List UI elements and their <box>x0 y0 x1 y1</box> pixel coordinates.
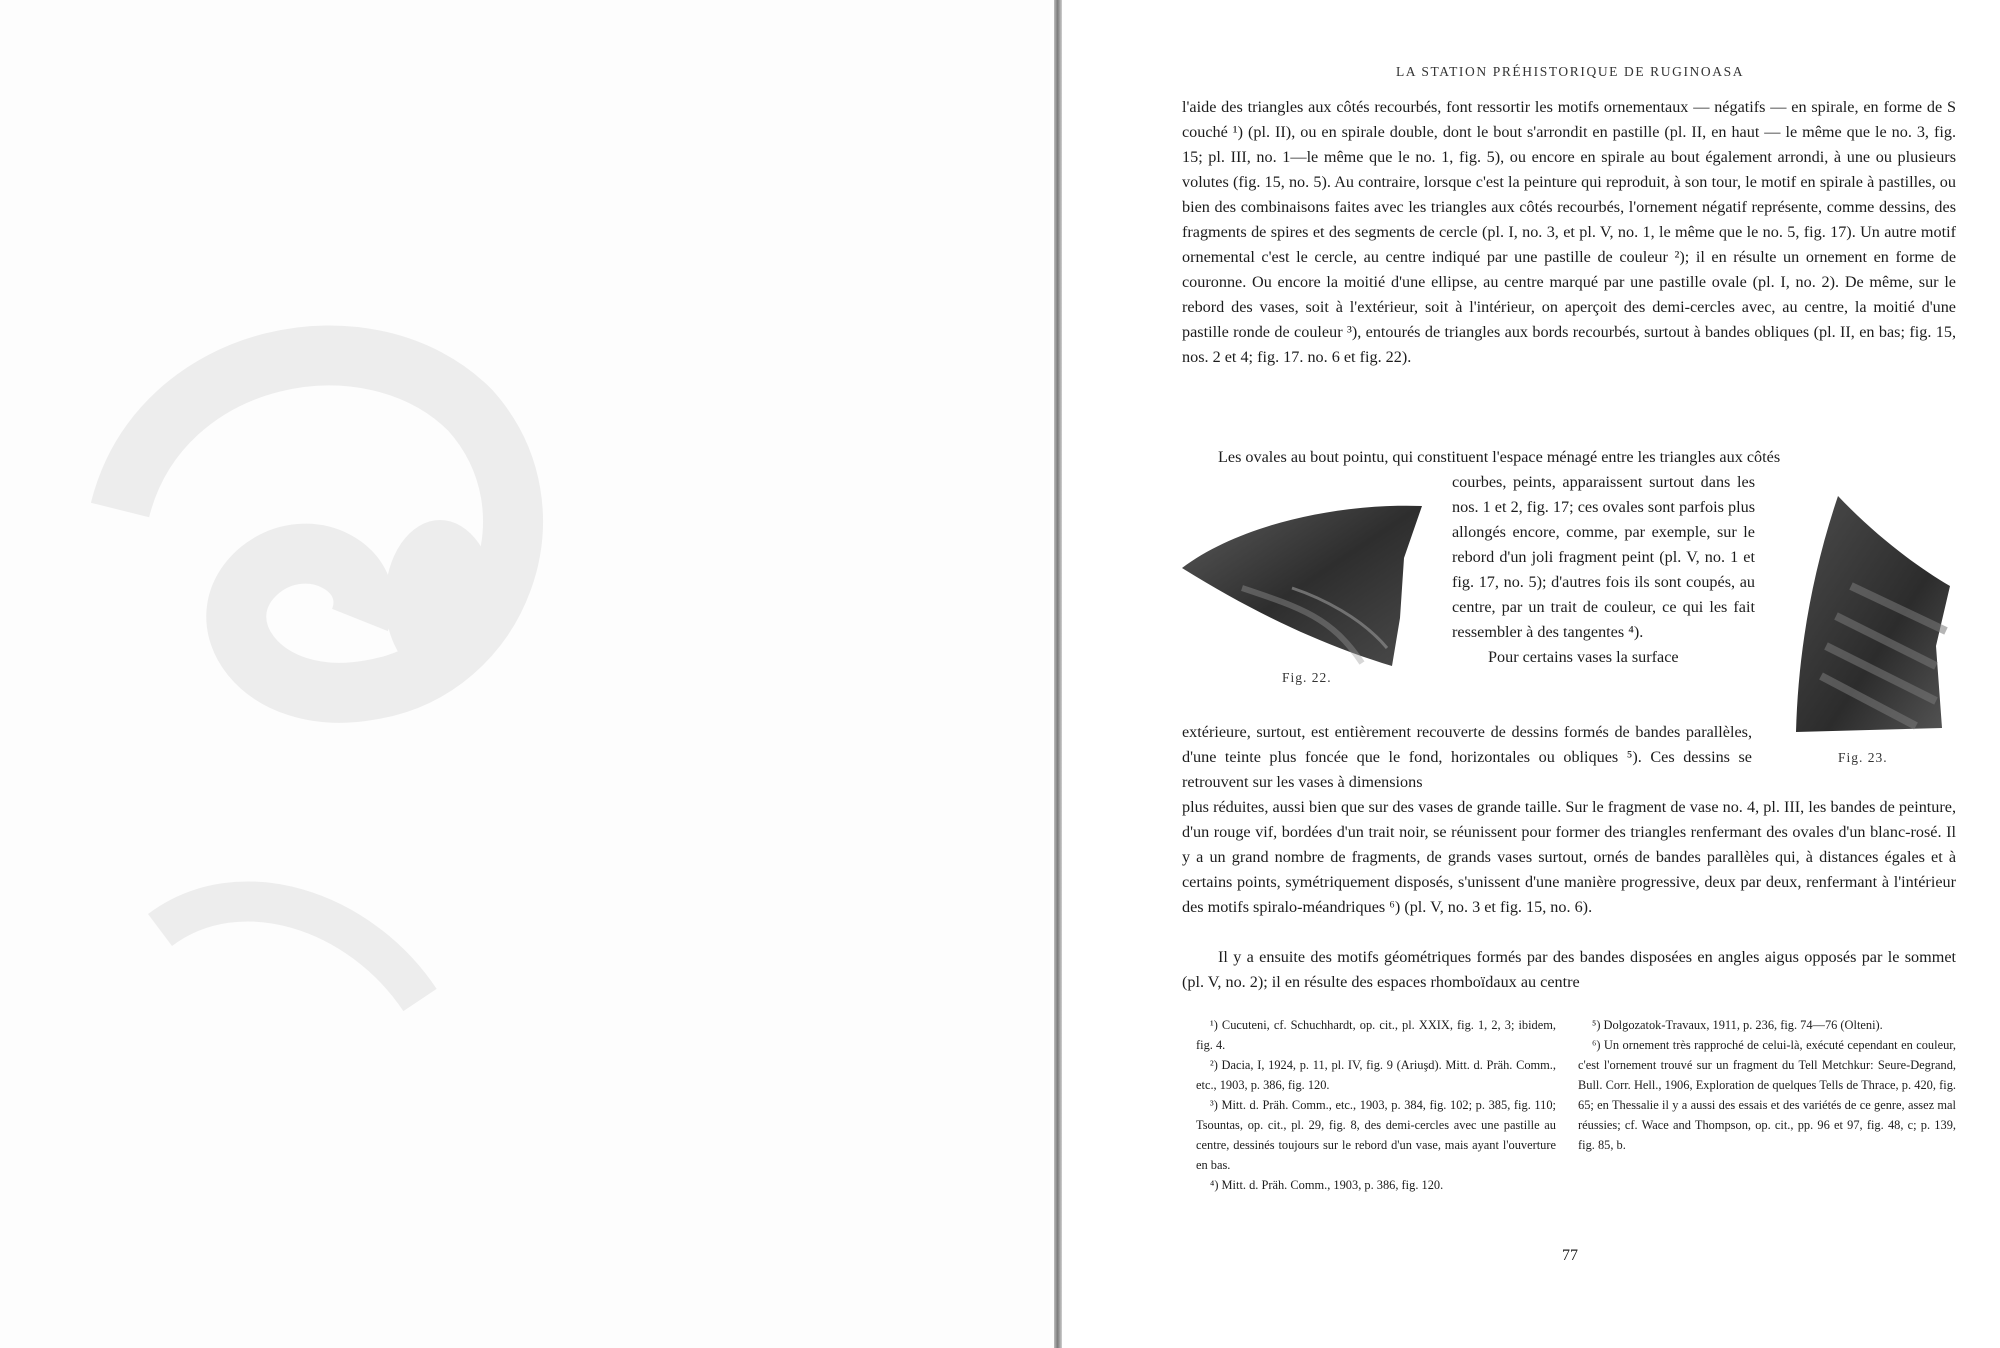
figure-23-caption: Fig. 23. <box>1838 750 1888 765</box>
running-head: LA STATION PRÉHISTORIQUE DE RUGINOASA <box>1395 64 1745 79</box>
book-gutter <box>1054 0 1062 1348</box>
footnote-1: ¹) Cucuteni, cf. Schuchhardt, op. cit., pl. XXIX, fig. 1, 2, 3; ibidem, fig. 4. <box>1196 1018 1556 1052</box>
footnote-6: ⁶) Un ornement très rapproché de celui-là, exécuté cependant en couleur, c'est l'ornement trouvé sur un fragment du Tell Metchkur: Seure-Degrand, Bull. Corr. Hell., 1906, Exploration de quelques Tells de Thrace, p. 420, fig. 65; en Thessalie il y a aussi des essais et des variétés de ce genre, assez mal réussies; cf. Wace and Thompson, op. cit., pp. 96 et 97, fig. 48, c; p. 139, fig. 85, b. <box>1578 1038 1956 1152</box>
show-through-ornament <box>40 150 640 1050</box>
figure-23-sherd <box>1796 496 1950 736</box>
paragraph-2-column <box>1452 470 1755 670</box>
paragraph-1: l'aide des triangles aux côtés recourbés, font ressortir les motifs ornementaux — négatifs — en spirale, en forme de S couché ¹) (pl. II), ou en spirale double, dont le bout s'arrondit en pastille (pl. II, en haut — le même que le no. 3, fig. 15; pl. III, no. 1—le même que le no. 1, fig. 5), ou encore en spirale au bout également arrondi, à une ou plusieurs volutes (fig. 15, no. 5). Au contraire, lorsque c'est la peinture qui reproduit, à son tour, le motif en spirale à pastilles, ou bien des combinaisons faites avec les triangles aux côtés recourbés, l'ornement négatif représente, comme dessins, des fragments de spires et des segments de cercle (pl. I, no. 3, et pl. V, no. 1, le même que le no. 5, fig. 17). Un autre motif ornemental c'est le cercle, au centre indiqué par une pastille de couleur ²); il en résulte un ornement en forme de couronne. Ou encore la moitié d'une ellipse, au centre marqué par une pastille ovale (pl. I, no. 2). De même, sur le rebord des vases, soit à l'extérieur, soit à l'intérieur, on aperçoit des demi-cercles avec, au centre, la moitié d'une pastille ronde de couleur ³), entourés de triangles aux bords recourbés, surtout à bandes obliques (pl. II, en bas; fig. 15, nos. 2 et 4; fig. 17. no. 6 et fig. 22). <box>1182 98 1956 366</box>
paragraph-2-start: Les ovales au bout pointu, qui constituent l'espace ménagé entre les triangles aux côtés <box>1218 448 1781 466</box>
footnote-4: ⁴) Mitt. d. Präh. Comm., 1903, p. 386, fig. 120. <box>1210 1178 1444 1192</box>
footnote-3: ³) Mitt. d. Präh. Comm., etc., 1903, p. 384, fig. 102; p. 385, fig. 110; Tsountas, op. cit., pl. 29, fig. 8, des demi-cercles avec une pastille au centre, dessinés toujours sur le rebord d'un vase, mais ayant l'ouverture en bas. <box>1196 1098 1556 1172</box>
paragraph-3-body: extérieure, surtout, est entièrement recouverte de dessins formés de bandes parallèles, d'une teinte plus foncée que le fond, horizontales ou obliques ⁵). Ces dessins se retrouvent sur les vases à dimensions <box>1182 723 1752 791</box>
column-text: courbes, peints, apparaissent surtout dans les nos. 1 et 2, fig. 17; ces ovales sont parfois plus allongés encore, comme, par exemple, sur le rebord d'un joli fragment peint (pl. V, no. 1 et fig. 17, no. 5); d'autres fois ils sont coupés, au centre, par un trait de couleur, ce qui les fait ressembler à des tangentes ⁴). <box>1452 473 1755 641</box>
paragraph-3-start: Pour certains vases la surface <box>1488 648 1679 666</box>
paragraph-3-continued: plus réduites, aussi bien que sur des vases de grande taille. Sur le fragment de vase no. 4, pl. III, les bandes de peinture, d'un rouge vif, bordées d'un trait noir, se réunissent pour former des triangles renfermant des ovales d'un blanc-rosé. Il y a un grand nombre de fragments, de grands vases surtout, ornés de bandes parallèles qui, à distances égales et à certains points, symétriquement disposés, s'unissent d'une manière progressive, deux par deux, renfermant à l'intérieur des motifs spiralo-méandriques ⁶) (pl. V, no. 3 et fig. 15, no. 6). <box>1182 798 1956 916</box>
figure-22-caption: Fig. 22. <box>1282 670 1332 685</box>
figure-22-sherd <box>1182 498 1422 668</box>
footnote-5: ⁵) Dolgozatok-Travaux, 1911, p. 236, fig. 74—76 (Olteni). <box>1592 1018 1883 1032</box>
paragraph-4: Il y a ensuite des motifs géométriques formés par des bandes disposées en angles aigus opposés par le sommet (pl. V, no. 2); il en résulte des espaces rhomboïdaux au centre <box>1182 948 1956 991</box>
page-number: 77 <box>1562 1247 1578 1264</box>
footnotes-left-column <box>1196 1015 1556 1195</box>
footnote-2: ²) Dacia, I, 1924, p. 11, pl. IV, fig. 9 (Ariuşd). Mitt. d. Präh. Comm., etc., 1903, p. 386, fig. 120. <box>1196 1058 1556 1092</box>
footnotes-right-column <box>1578 1015 1956 1155</box>
